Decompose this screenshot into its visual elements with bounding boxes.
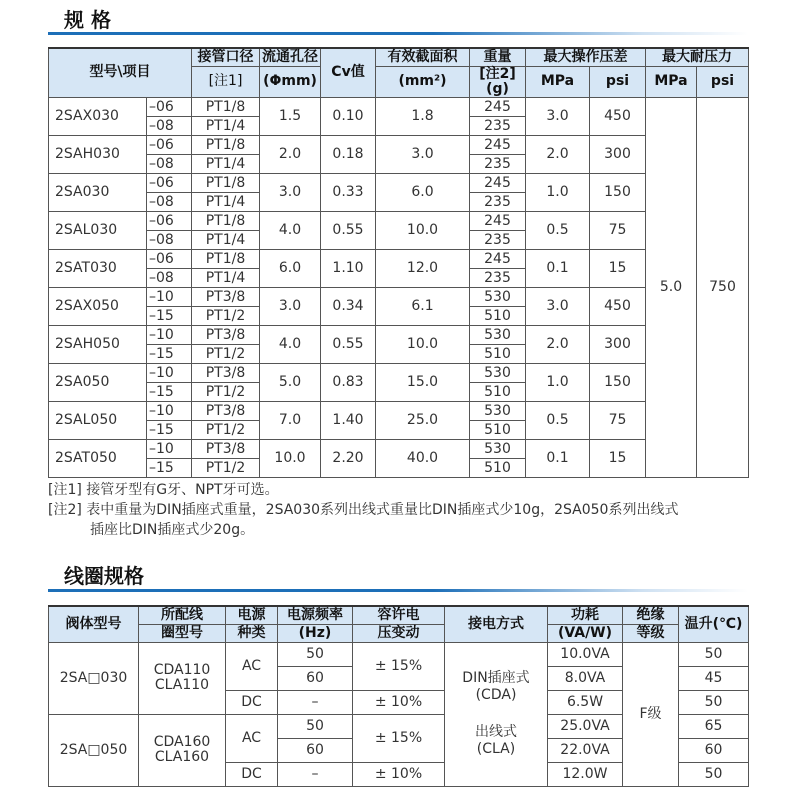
connection-lead-code: (CLA) — [476, 741, 516, 757]
temp-rise-cell: 65 — [679, 714, 749, 738]
model-cell: 2SAL030 — [49, 211, 147, 249]
variant-cell: –08 — [147, 268, 192, 287]
op-psi-cell: 75 — [590, 211, 646, 249]
orifice-cell: 3.0 — [260, 287, 321, 325]
weight-cell: 245 — [470, 211, 526, 230]
port-cell: PT1/2 — [192, 420, 260, 439]
variant-cell: –06 — [147, 173, 192, 192]
variant-cell: –08 — [147, 154, 192, 173]
op-mpa-cell: 1.0 — [526, 173, 590, 211]
port-cell: PT1/2 — [192, 344, 260, 363]
model-cell: 2SA050 — [49, 363, 147, 401]
weight-cell: 235 — [470, 192, 526, 211]
header-proof-psi: psi — [697, 66, 749, 97]
port-cell: PT1/4 — [192, 268, 260, 287]
table-row — [49, 401, 749, 420]
cv-cell: 0.34 — [321, 287, 376, 325]
power-type-cell: AC — [226, 642, 278, 690]
power-consumption-cell: 22.0VA — [548, 738, 623, 762]
weight-cell: 245 — [470, 173, 526, 192]
note-2-line-2: 插座比DIN插座式少20g。 — [90, 522, 255, 538]
op-mpa-cell: 0.5 — [526, 211, 590, 249]
port-cell: PT3/8 — [192, 325, 260, 344]
op-mpa-cell: 0.5 — [526, 401, 590, 439]
coil-header-insulation: 绝缘 — [623, 606, 679, 624]
orifice-cell: 5.0 — [260, 363, 321, 401]
note-1: [注1] 接管牙型有G牙、NPT牙可选。 — [48, 482, 279, 498]
weight-cell: 235 — [470, 154, 526, 173]
insulation-class-cell: F级 — [623, 642, 679, 786]
header-area-unit: (mm²) — [376, 66, 470, 97]
header-weight-unit: [注2](g) — [470, 66, 526, 97]
weight-cell: 510 — [470, 344, 526, 363]
tolerance-cell: ± 15% — [353, 642, 445, 690]
op-psi-cell: 15 — [590, 249, 646, 287]
op-psi-cell: 300 — [590, 135, 646, 173]
orifice-cell: 3.0 — [260, 173, 321, 211]
header-max-op-pressure: 最大操作压差 — [526, 48, 646, 66]
header-op-psi: psi — [590, 66, 646, 97]
header-op-mpa: MPa — [526, 66, 590, 97]
variant-cell: –15 — [147, 420, 192, 439]
header-max-proof-pressure: 最大耐压力 — [646, 48, 749, 66]
port-cell: PT1/2 — [192, 382, 260, 401]
coil-spec-table — [48, 605, 749, 787]
power-type-cell: DC — [226, 690, 278, 714]
cv-cell: 0.83 — [321, 363, 376, 401]
coil-model-2: CLA110 — [154, 677, 210, 693]
weight-cell: 510 — [470, 458, 526, 477]
op-mpa-cell: 2.0 — [526, 325, 590, 363]
port-cell: PT1/8 — [192, 249, 260, 268]
table-row — [49, 249, 749, 268]
op-mpa-cell: 0.1 — [526, 439, 590, 477]
cv-cell: 2.20 — [321, 439, 376, 477]
header-port-note: [注1] — [192, 66, 260, 97]
weight-cell: 530 — [470, 287, 526, 306]
header-orifice-unit: (Φmm) — [260, 66, 321, 97]
table-row — [49, 363, 749, 382]
coil-header-power-2: 种类 — [226, 624, 278, 642]
variant-cell: –06 — [147, 135, 192, 154]
temp-rise-cell: 60 — [679, 738, 749, 762]
weight-cell: 530 — [470, 363, 526, 382]
variant-cell: –10 — [147, 363, 192, 382]
cv-cell: 0.55 — [321, 325, 376, 363]
coil-header-freq: 电源频率 — [278, 606, 353, 624]
port-cell: PT1/4 — [192, 116, 260, 135]
connection-din: DIN插座式 — [462, 670, 530, 686]
area-cell: 40.0 — [376, 439, 470, 477]
spec-title-rule — [48, 32, 748, 35]
cv-cell: 0.18 — [321, 135, 376, 173]
coil-header-connection: 接电方式 — [445, 606, 548, 642]
port-cell: PT3/8 — [192, 363, 260, 382]
port-cell: PT1/8 — [192, 97, 260, 116]
connection-cell — [445, 642, 548, 786]
coil-section-title: 线圈规格 — [64, 564, 144, 588]
header-proof-mpa: MPa — [646, 66, 697, 97]
area-cell: 6.0 — [376, 173, 470, 211]
port-cell: PT1/2 — [192, 306, 260, 325]
table-row — [49, 325, 749, 344]
valve-body-cell: 2SA□030 — [49, 642, 139, 714]
cv-cell: 1.10 — [321, 249, 376, 287]
header-weight: 重量 — [470, 48, 526, 66]
coil-header-insulation-2: 等级 — [623, 624, 679, 642]
orifice-cell: 1.5 — [260, 97, 321, 135]
header-port: 接管口径 — [192, 48, 260, 66]
coil-header-temp: 温升(℃) — [679, 606, 749, 642]
power-consumption-cell: 8.0VA — [548, 666, 623, 690]
power-consumption-cell: 6.5W — [548, 690, 623, 714]
op-mpa-cell: 3.0 — [526, 97, 590, 135]
coil-header-freq-unit: (Hz) — [278, 624, 353, 642]
model-cell: 2SAL050 — [49, 401, 147, 439]
variant-cell: –10 — [147, 325, 192, 344]
variant-cell: –10 — [147, 439, 192, 458]
orifice-cell: 4.0 — [260, 211, 321, 249]
orifice-cell: 2.0 — [260, 135, 321, 173]
op-psi-cell: 150 — [590, 363, 646, 401]
spec-table — [48, 47, 749, 478]
op-mpa-cell: 3.0 — [526, 287, 590, 325]
area-cell: 6.1 — [376, 287, 470, 325]
table-row — [49, 173, 749, 192]
coil-header-tolerance: 容许电 — [353, 606, 445, 624]
note-2-line-1: [注2] 表中重量为DIN插座式重量，2SA030系列出线式重量比DIN插座式少10g，2SA050系列出线式 — [48, 502, 679, 518]
variant-cell: –15 — [147, 382, 192, 401]
weight-cell: 530 — [470, 401, 526, 420]
variant-cell: –08 — [147, 192, 192, 211]
area-cell: 12.0 — [376, 249, 470, 287]
area-cell: 10.0 — [376, 211, 470, 249]
weight-cell: 530 — [470, 439, 526, 458]
port-cell: PT1/4 — [192, 192, 260, 211]
frequency-cell: 50 — [278, 714, 353, 738]
tolerance-cell: ± 10% — [353, 690, 445, 714]
port-cell: PT3/8 — [192, 287, 260, 306]
orifice-cell: 4.0 — [260, 325, 321, 363]
header-cv: Cv值 — [321, 48, 376, 97]
variant-cell: –10 — [147, 401, 192, 420]
proof-psi-cell: 750 — [697, 97, 749, 477]
coil-model-cell — [139, 714, 226, 786]
power-consumption-cell: 12.0W — [548, 762, 623, 786]
orifice-cell: 6.0 — [260, 249, 321, 287]
op-psi-cell: 150 — [590, 173, 646, 211]
table-row — [49, 439, 749, 458]
coil-header-tolerance-2: 压变动 — [353, 624, 445, 642]
weight-cell: 510 — [470, 420, 526, 439]
temp-rise-cell: 50 — [679, 642, 749, 666]
header-area: 有效截面积 — [376, 48, 470, 66]
coil-header-coil: 所配线 — [139, 606, 226, 624]
port-cell: PT3/8 — [192, 401, 260, 420]
variant-cell: –06 — [147, 97, 192, 116]
frequency-cell: – — [278, 690, 353, 714]
port-cell: PT3/8 — [192, 439, 260, 458]
power-type-cell: DC — [226, 762, 278, 786]
weight-cell: 245 — [470, 249, 526, 268]
port-cell: PT1/2 — [192, 458, 260, 477]
area-cell: 1.8 — [376, 97, 470, 135]
port-cell: PT1/4 — [192, 230, 260, 249]
weight-cell: 245 — [470, 97, 526, 116]
area-cell: 15.0 — [376, 363, 470, 401]
frequency-cell: 60 — [278, 666, 353, 690]
coil-header-watts: 功耗 — [548, 606, 623, 624]
weight-cell: 235 — [470, 268, 526, 287]
table-row — [49, 211, 749, 230]
temp-rise-cell: 50 — [679, 762, 749, 786]
variant-cell: –15 — [147, 306, 192, 325]
frequency-cell: 60 — [278, 738, 353, 762]
variant-cell: –08 — [147, 230, 192, 249]
table-row — [49, 97, 749, 116]
model-cell: 2SAH030 — [49, 135, 147, 173]
model-cell: 2SAX030 — [49, 97, 147, 135]
op-psi-cell: 450 — [590, 97, 646, 135]
model-cell: 2SA030 — [49, 173, 147, 211]
weight-cell: 510 — [470, 306, 526, 325]
orifice-cell: 7.0 — [260, 401, 321, 439]
table-row — [49, 287, 749, 306]
weight-cell: 245 — [470, 135, 526, 154]
coil-model-1: CDA160 — [153, 734, 211, 750]
power-type-cell: AC — [226, 714, 278, 762]
coil-model-2: CLA160 — [154, 749, 210, 765]
cv-cell: 0.33 — [321, 173, 376, 211]
area-cell: 10.0 — [376, 325, 470, 363]
header-orifice: 流通孔径 — [260, 48, 321, 66]
weight-cell: 530 — [470, 325, 526, 344]
op-mpa-cell: 2.0 — [526, 135, 590, 173]
op-psi-cell: 75 — [590, 401, 646, 439]
model-cell: 2SAT050 — [49, 439, 147, 477]
temp-rise-cell: 45 — [679, 666, 749, 690]
orifice-cell: 10.0 — [260, 439, 321, 477]
area-cell: 25.0 — [376, 401, 470, 439]
model-cell: 2SAX050 — [49, 287, 147, 325]
port-cell: PT1/4 — [192, 154, 260, 173]
area-cell: 3.0 — [376, 135, 470, 173]
power-consumption-cell: 10.0VA — [548, 642, 623, 666]
connection-din-code: (CDA) — [475, 687, 517, 703]
coil-model-1: CDA110 — [153, 662, 211, 678]
cv-cell: 0.55 — [321, 211, 376, 249]
variant-cell: –06 — [147, 249, 192, 268]
port-cell: PT1/8 — [192, 211, 260, 230]
coil-header-power: 电源 — [226, 606, 278, 624]
connection-lead: 出线式 — [475, 724, 517, 740]
frequency-cell: – — [278, 762, 353, 786]
coil-header-watts-unit: (VA/W) — [548, 624, 623, 642]
power-consumption-cell: 25.0VA — [548, 714, 623, 738]
model-cell: 2SAH050 — [49, 325, 147, 363]
variant-cell: –06 — [147, 211, 192, 230]
frequency-cell: 50 — [278, 642, 353, 666]
port-cell: PT1/8 — [192, 173, 260, 192]
cv-cell: 0.10 — [321, 97, 376, 135]
op-psi-cell: 15 — [590, 439, 646, 477]
coil-header-body: 阀体型号 — [49, 606, 139, 642]
tolerance-cell: ± 10% — [353, 762, 445, 786]
cv-cell: 1.40 — [321, 401, 376, 439]
model-cell: 2SAT030 — [49, 249, 147, 287]
valve-body-cell: 2SA□050 — [49, 714, 139, 786]
variant-cell: –15 — [147, 458, 192, 477]
coil-header-coil-2: 圈型号 — [139, 624, 226, 642]
weight-cell: 235 — [470, 116, 526, 135]
op-psi-cell: 450 — [590, 287, 646, 325]
proof-mpa-cell: 5.0 — [646, 97, 697, 477]
weight-cell: 235 — [470, 230, 526, 249]
variant-cell: –08 — [147, 116, 192, 135]
weight-cell: 510 — [470, 382, 526, 401]
spec-section-title: 规 格 — [64, 8, 111, 32]
op-psi-cell: 300 — [590, 325, 646, 363]
port-cell: PT1/8 — [192, 135, 260, 154]
op-mpa-cell: 1.0 — [526, 363, 590, 401]
op-mpa-cell: 0.1 — [526, 249, 590, 287]
temp-rise-cell: 50 — [679, 690, 749, 714]
variant-cell: –15 — [147, 344, 192, 363]
tolerance-cell: ± 15% — [353, 714, 445, 762]
coil-title-rule — [48, 589, 748, 592]
table-row — [49, 135, 749, 154]
table-row — [49, 642, 749, 666]
header-model: 型号\项目 — [49, 48, 192, 97]
coil-model-cell — [139, 642, 226, 714]
variant-cell: –10 — [147, 287, 192, 306]
